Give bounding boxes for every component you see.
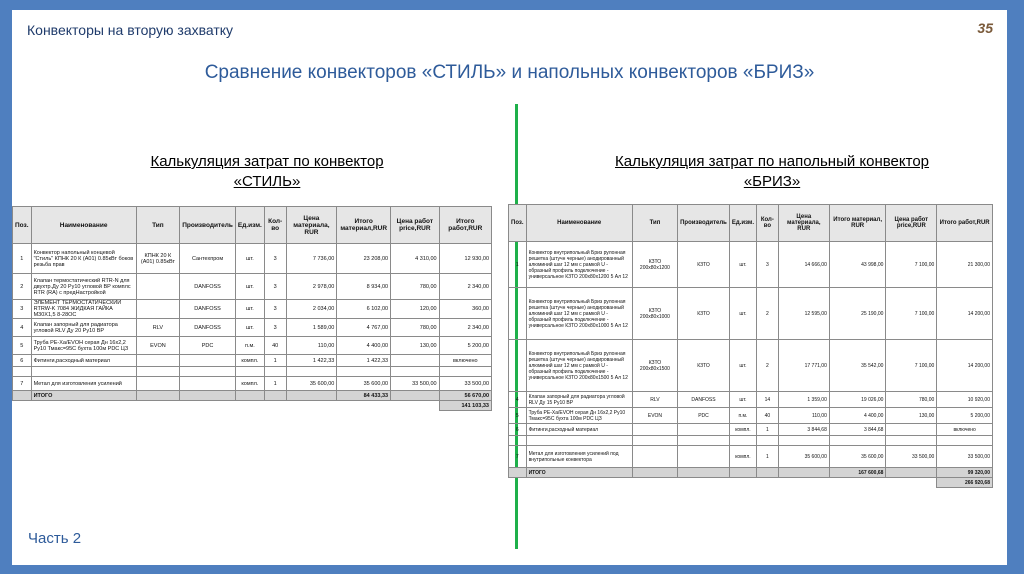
blank-cell: [509, 478, 527, 488]
grand-total: 141 103,33: [439, 401, 491, 411]
table-row: [509, 408, 993, 424]
table-cell-unit: компл.: [235, 377, 264, 391]
table-cell-unit: компл.: [729, 446, 756, 468]
grand-total: 266 920,68: [937, 478, 993, 488]
table-cell-qty: [264, 367, 286, 377]
left-subtitle: [122, 152, 412, 192]
table-cell-wprice: 780,00: [391, 319, 440, 337]
blank-cell: [264, 401, 286, 411]
table-cell-type: RLV: [632, 392, 677, 408]
column-header: Цена материала, RUR: [778, 205, 829, 242]
table-cell-pos: 6: [13, 355, 32, 367]
table-cell-total: 35 600,00: [337, 377, 391, 391]
table-cell-qty: 40: [756, 408, 778, 424]
total-cell: [235, 391, 264, 401]
grand-total-row: [509, 478, 993, 488]
table-cell-name: Клапан запорный для радиатора угловой RLV Ду 15 Ру10 ВР: [526, 392, 632, 408]
table-row: [509, 424, 993, 436]
table-cell-qty: 1: [756, 446, 778, 468]
table-cell-unit: п.м.: [729, 408, 756, 424]
table-cell-qty: 1: [756, 424, 778, 436]
table-cell-type: [136, 300, 180, 319]
total-cell: [180, 391, 236, 401]
left-subtitle-line2: «СТИЛЬ»: [233, 173, 301, 190]
column-header: Кол-во: [264, 207, 286, 244]
table-cell-pos: 5: [509, 408, 527, 424]
total-cell: [632, 468, 677, 478]
table-cell-price: 17 771,00: [778, 340, 829, 392]
table-cell-maker: PDC: [678, 408, 730, 424]
table-cell-total: 4 767,00: [337, 319, 391, 337]
table-cell-wtotal: 2 340,00: [439, 274, 491, 300]
table-cell-pos: 1: [509, 242, 527, 288]
table-cell-total: 4 400,00: [829, 408, 886, 424]
table-row: [509, 288, 993, 340]
table-cell-type: [136, 355, 180, 367]
table-row: [13, 355, 492, 367]
table-cell-unit: компл.: [729, 424, 756, 436]
table-cell-type: [136, 274, 180, 300]
total-label: ИТОГО: [31, 391, 136, 401]
table-cell-wtotal: 14 200,00: [937, 288, 993, 340]
right-subtitle: [572, 152, 972, 192]
table-cell-total: [829, 436, 886, 446]
table-cell-price: 2 978,00: [286, 274, 337, 300]
table-cell-maker: PDC: [180, 337, 236, 355]
total-cell: [509, 468, 527, 478]
table-cell-name: Труба PE-Xa/EVOH серая Дн 16х2,2 Ру10 Тмакс=95С бухта 100м PDC ЦЗ: [526, 408, 632, 424]
blank-cell: [235, 401, 264, 411]
table-cell-wtotal: 33 500,00: [439, 377, 491, 391]
table-cell-wprice: 780,00: [391, 274, 440, 300]
table-cell-name: Конвектор напольный концевой "Стиль" КПНК 20 К (А01) 0.85кВт боков резьба прав: [31, 244, 136, 274]
right-table-header: [509, 205, 993, 242]
column-header: Ед.изм.: [235, 207, 264, 244]
table-cell-wprice: 780,00: [886, 392, 937, 408]
table-cell-wprice: 33 500,00: [886, 446, 937, 468]
table-cell-type: [136, 367, 180, 377]
blank-cell: [180, 401, 236, 411]
table-row: [13, 367, 492, 377]
table-row: [509, 392, 993, 408]
table-row: [509, 340, 993, 392]
table-row: [13, 244, 492, 274]
table-cell-unit: шт.: [729, 242, 756, 288]
table-cell-wtotal: включено: [439, 355, 491, 367]
table-cell-maker: DANFOSS: [678, 392, 730, 408]
table-cell-type: [632, 446, 677, 468]
table-cell-pos: 7: [13, 377, 32, 391]
column-header: Производитель: [678, 205, 730, 242]
total-cell: [729, 468, 756, 478]
table-cell-wprice: 7 100,00: [886, 242, 937, 288]
blank-cell: [31, 401, 136, 411]
table-row: [509, 242, 993, 288]
table-cell-type: КЗТО 200х80х1000: [632, 288, 677, 340]
table-cell-wtotal: 2 340,00: [439, 319, 491, 337]
total-work: 56 670,00: [439, 391, 491, 401]
table-cell-maker: [180, 355, 236, 367]
table-cell-total: [337, 367, 391, 377]
column-header: Тип: [136, 207, 180, 244]
table-cell-total: 43 998,00: [829, 242, 886, 288]
right-cost-table: [508, 204, 993, 488]
table-row: [509, 446, 993, 468]
table-cell-pos: 1: [13, 244, 32, 274]
slide-title: Сравнение конвекторов «СТИЛЬ» и напольных конвекторов «БРИЗ»: [204, 62, 815, 83]
table-cell-name: Клапан термостатический RTR-N для двухтр.Ду 20 Ру10 угловой ВР комплс RTR (RA) с предНастройкой: [31, 274, 136, 300]
table-cell-pos: 4: [13, 319, 32, 337]
table-cell-wprice: [886, 424, 937, 436]
table-cell-total: 25 190,00: [829, 288, 886, 340]
table-cell-total: 8 934,00: [337, 274, 391, 300]
table-cell-name: [31, 367, 136, 377]
table-row: [13, 337, 492, 355]
blank-cell: [526, 478, 632, 488]
table-cell-qty: 1: [264, 377, 286, 391]
table-cell-total: 1 422,33: [337, 355, 391, 367]
table-cell-price: 1 359,00: [778, 392, 829, 408]
column-header: Цена работ price,RUR: [391, 207, 440, 244]
table-cell-maker: [678, 446, 730, 468]
total-cell: [886, 468, 937, 478]
table-row: [13, 300, 492, 319]
table-cell-type: [136, 377, 180, 391]
column-header: Поз.: [509, 205, 527, 242]
column-header: Наименование: [31, 207, 136, 244]
table-cell-name: Конвектор внутрипольный Бриз рулонная решетка (штучн черные) анодированный алюминий шаг 12 мм с рамкой U - образный профиль подключение - универсальное КЗТО 200х80х1500 5 Ал 12: [526, 340, 632, 392]
table-cell-maker: [678, 436, 730, 446]
blank-cell: [778, 478, 829, 488]
table-cell-qty: 14: [756, 392, 778, 408]
table-cell-wprice: 130,00: [391, 337, 440, 355]
total-cell: [678, 468, 730, 478]
table-cell-total: 35 600,00: [829, 446, 886, 468]
table-cell-pos: 5: [13, 337, 32, 355]
column-header: Итого работ,RUR: [439, 207, 491, 244]
table-cell-maker: [180, 377, 236, 391]
table-cell-price: 7 736,00: [286, 244, 337, 274]
column-header: Итого работ,RUR: [937, 205, 993, 242]
table-cell-pos: [13, 367, 32, 377]
total-cell: [136, 391, 180, 401]
table-cell-wtotal: 12 930,00: [439, 244, 491, 274]
total-cell: [756, 468, 778, 478]
table-cell-wtotal: включено: [937, 424, 993, 436]
column-header: Итого материал, RUR: [829, 205, 886, 242]
column-header: Цена работ price,RUR: [886, 205, 937, 242]
table-cell-pos: 4: [509, 392, 527, 408]
left-cost-table: [12, 206, 492, 411]
table-cell-maker: DANFOSS: [180, 319, 236, 337]
column-header: Производитель: [180, 207, 236, 244]
table-cell-name: Метал для изготовления усилений: [31, 377, 136, 391]
right-subtitle-line1: Калькуляция затрат по напольный конвектор: [614, 153, 930, 170]
table-cell-name: [526, 436, 632, 446]
table-cell-type: RLV: [136, 319, 180, 337]
table-cell-maker: КЗТО: [678, 242, 730, 288]
table-cell-type: EVON: [632, 408, 677, 424]
table-cell-pos: [509, 340, 527, 392]
left-subtitle-line1: Калькуляция затрат по конвектор: [150, 153, 384, 170]
table-cell-name: ЭЛЕМЕНТ ТЕРМОСТАТИЧЕСКИЙ RTRW-K 7084 ЖИДКАЯ ГАЙКА M30X1,5 8-28ОС: [31, 300, 136, 319]
table-cell-wprice: 33 500,00: [391, 377, 440, 391]
total-row: [509, 468, 993, 478]
column-header: Кол-во: [756, 205, 778, 242]
table-cell-wprice: [391, 355, 440, 367]
table-cell-type: EVON: [136, 337, 180, 355]
table-cell-price: [778, 436, 829, 446]
table-cell-qty: 3: [756, 242, 778, 288]
column-header: Ед.изм.: [729, 205, 756, 242]
table-cell-name: Труба PE-Xa/EVOH серая Дн 16х2,2 Ру10 Тмакс=95С бухта 100м PDC ЦЗ: [31, 337, 136, 355]
table-cell-wprice: [391, 367, 440, 377]
total-cell: [13, 391, 32, 401]
table-cell-price: 1 589,00: [286, 319, 337, 337]
table-cell-maker: [180, 367, 236, 377]
blank-cell: [391, 401, 440, 411]
table-cell-maker: DANFOSS: [180, 274, 236, 300]
right-subtitle-line2: «БРИЗ»: [743, 173, 801, 190]
table-cell-maker: Сантехпром: [180, 244, 236, 274]
blank-cell: [337, 401, 391, 411]
column-header: Поз.: [13, 207, 32, 244]
table-cell-price: 2 034,00: [286, 300, 337, 319]
table-cell-pos: 2: [13, 274, 32, 300]
table-cell-qty: 3: [264, 319, 286, 337]
table-cell-wprice: 130,00: [886, 408, 937, 424]
table-cell-unit: шт.: [235, 244, 264, 274]
table-cell-total: 35 542,00: [829, 340, 886, 392]
table-cell-name: Клапан запорный для радиатора угловой RLV Ду 20 Ру10 ВР: [31, 319, 136, 337]
table-cell-wprice: 4 310,00: [391, 244, 440, 274]
total-label: ИТОГО: [526, 468, 632, 478]
table-cell-price: [286, 367, 337, 377]
left-table-header: [13, 207, 492, 244]
table-cell-pos: [509, 436, 527, 446]
table-cell-type: КЗТО 200х80х1200: [632, 242, 677, 288]
table-cell-wtotal: 360,00: [439, 300, 491, 319]
table-cell-price: 14 666,00: [778, 242, 829, 288]
table-cell-price: 1 422,33: [286, 355, 337, 367]
table-cell-pos: 6: [509, 424, 527, 436]
table-cell-type: КЗТО 200х80х1500: [632, 340, 677, 392]
table-row: [13, 319, 492, 337]
table-cell-qty: [756, 436, 778, 446]
total-work: 99 320,00: [937, 468, 993, 478]
table-cell-type: [632, 424, 677, 436]
table-cell-unit: шт.: [729, 340, 756, 392]
total-cell: [286, 391, 337, 401]
table-row: [13, 274, 492, 300]
table-cell-price: 35 600,00: [286, 377, 337, 391]
table-cell-pos: 7: [509, 446, 527, 468]
table-cell-wtotal: [937, 436, 993, 446]
table-cell-qty: 40: [264, 337, 286, 355]
column-header: Тип: [632, 205, 677, 242]
table-cell-price: 110,00: [286, 337, 337, 355]
table-row: [509, 436, 993, 446]
table-cell-total: 3 844,68: [829, 424, 886, 436]
table-cell-maker: КЗТО: [678, 340, 730, 392]
table-cell-wprice: 7 100,00: [886, 288, 937, 340]
total-cell: [264, 391, 286, 401]
table-cell-wtotal: 33 500,00: [937, 446, 993, 468]
page-number: 35: [977, 20, 993, 36]
total-material: 167 600,68: [829, 468, 886, 478]
table-cell-type: [632, 436, 677, 446]
grand-total-row: [13, 401, 492, 411]
column-header: Наименование: [526, 205, 632, 242]
footer-text: Часть 2: [28, 530, 82, 547]
blank-cell: [829, 478, 886, 488]
table-cell-wtotal: 5 200,00: [439, 337, 491, 355]
table-cell-maker: DANFOSS: [180, 300, 236, 319]
blank-cell: [729, 478, 756, 488]
column-header: Цена материала, RUR: [286, 207, 337, 244]
table-cell-unit: шт.: [235, 274, 264, 300]
table-cell-wtotal: 10 920,00: [937, 392, 993, 408]
total-cell: [778, 468, 829, 478]
blank-cell: [886, 478, 937, 488]
table-cell-name: Метал для изготовления усилений под внутрипольные конвектора: [526, 446, 632, 468]
table-cell-qty: 3: [264, 274, 286, 300]
blank-cell: [13, 401, 32, 411]
table-cell-price: 3 844,68: [778, 424, 829, 436]
blank-cell: [136, 401, 180, 411]
table-cell-pos: [509, 288, 527, 340]
header-text: Конвекторы на вторую захватку: [27, 22, 234, 38]
table-cell-wtotal: 21 300,00: [937, 242, 993, 288]
table-cell-maker: [678, 424, 730, 436]
table-cell-qty: 3: [264, 300, 286, 319]
table-cell-wtotal: 14 200,00: [937, 340, 993, 392]
table-cell-wtotal: [439, 367, 491, 377]
table-cell-name: Конвектор внутрипольный Бриз рулонная решетка (штучн черные) анодированный алюминий шаг 12 мм с рамкой U - образный профиль подключение - универсальное КЗТО 200х80х1000 5 Ал 12: [526, 288, 632, 340]
table-cell-name: Фитинги,расходный материал: [31, 355, 136, 367]
table-cell-wprice: 7 100,00: [886, 340, 937, 392]
column-header: Итого материал,RUR: [337, 207, 391, 244]
table-cell-price: 12 595,00: [778, 288, 829, 340]
table-cell-unit: шт.: [235, 319, 264, 337]
table-cell-qty: 2: [756, 288, 778, 340]
table-cell-unit: компл.: [235, 355, 264, 367]
blank-cell: [756, 478, 778, 488]
table-cell-type: КПНК 20 К (А01) 0.85кВт: [136, 244, 180, 274]
table-cell-unit: п.м.: [235, 337, 264, 355]
table-cell-unit: шт.: [235, 300, 264, 319]
table-cell-total: 23 208,00: [337, 244, 391, 274]
table-cell-wprice: [886, 436, 937, 446]
table-cell-wprice: 120,00: [391, 300, 440, 319]
table-cell-unit: [729, 436, 756, 446]
table-cell-pos: 3: [13, 300, 32, 319]
table-cell-unit: [235, 367, 264, 377]
table-cell-total: 6 102,00: [337, 300, 391, 319]
table-cell-qty: 3: [264, 244, 286, 274]
table-cell-maker: КЗТО: [678, 288, 730, 340]
total-row: [13, 391, 492, 401]
total-cell: [391, 391, 440, 401]
table-cell-unit: шт.: [729, 392, 756, 408]
blank-cell: [286, 401, 337, 411]
table-cell-name: Конвектор внутрипольный Бриз рулонная решетка (штучн черные) анодированный алюминий шаг 12 мм с рамкой U - образный профиль подключение - универсальное КЗТО 200х80х1200 5 Ал 12: [526, 242, 632, 288]
blank-cell: [632, 478, 677, 488]
table-cell-total: 19 026,00: [829, 392, 886, 408]
table-cell-name: Фитинги,расходный материал: [526, 424, 632, 436]
table-cell-qty: 1: [264, 355, 286, 367]
blank-cell: [678, 478, 730, 488]
table-cell-unit: шт.: [729, 288, 756, 340]
total-material: 84 433,33: [337, 391, 391, 401]
table-cell-total: 4 400,00: [337, 337, 391, 355]
table-cell-price: 35 600,00: [778, 446, 829, 468]
table-cell-price: 110,00: [778, 408, 829, 424]
table-cell-wtotal: 5 200,00: [937, 408, 993, 424]
table-cell-qty: 2: [756, 340, 778, 392]
table-row: [13, 377, 492, 391]
